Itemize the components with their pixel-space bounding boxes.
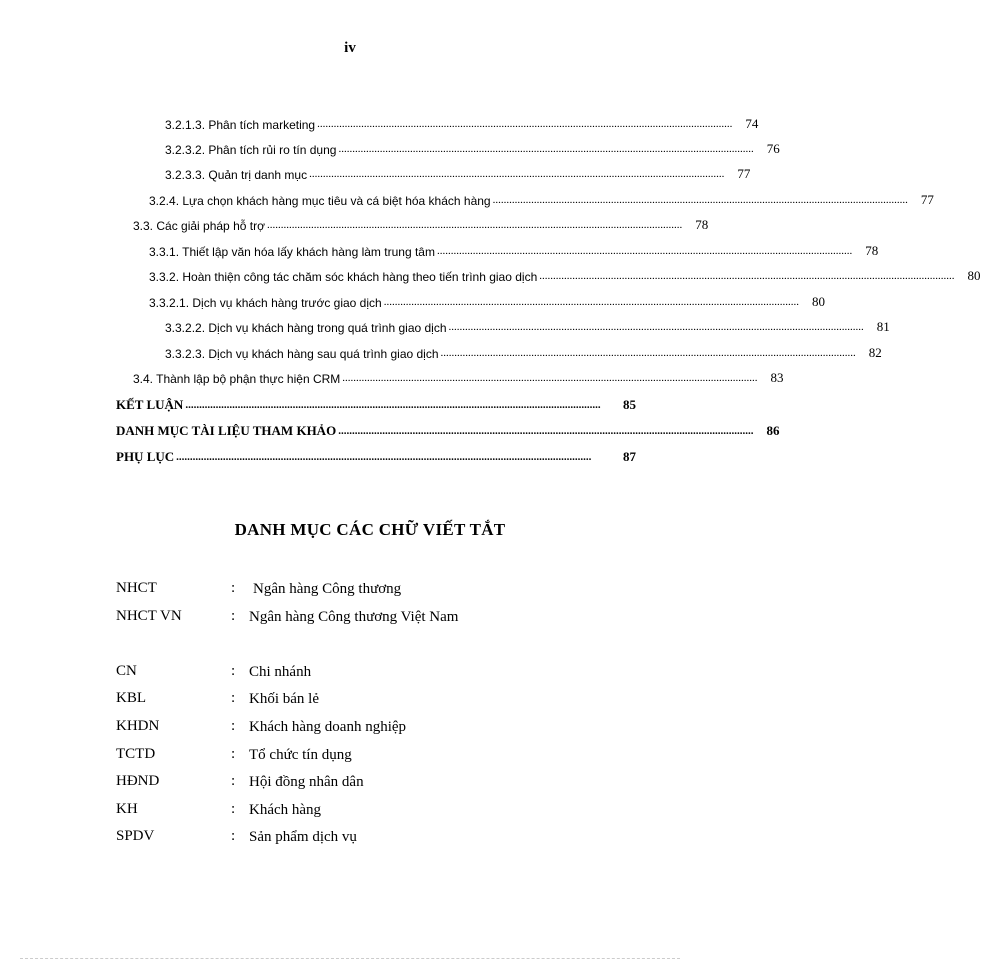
toc-entry-label: 3.3.1. Thiết lập văn hóa lấy khách hàng làm trung tâm [149, 245, 435, 259]
toc-leader-dots: ....................................................................................................................................................... [342, 372, 758, 384]
toc-leader-dots: ....................................................................................................................................................... [309, 168, 725, 180]
toc-entry-label: 3.3.2.3. Dịch vụ khách hàng sau quá trình giao dịch [165, 347, 439, 361]
toc-leader-dots: ....................................................................................................................................................... [338, 425, 754, 437]
abbreviation-colon: : [231, 773, 236, 789]
toc-leader-dots: ....................................................................................................................................................... [317, 118, 733, 130]
toc-entry[interactable] [165, 112, 759, 132]
page-bottom-divider [20, 958, 680, 959]
abbreviation-code: TCTD [116, 746, 156, 762]
toc-entry-page: 85 [623, 397, 636, 412]
toc-entry-page: 76 [766, 141, 780, 156]
abbreviation-code: NHCT VN [116, 608, 182, 624]
abbreviation-meaning: Khách hàng [249, 802, 322, 818]
abbreviation-meaning: Khách hàng doanh nghiệp [249, 719, 407, 735]
toc-leader-dots: ....................................................................................................................................................... [185, 399, 601, 411]
abbreviation-colon: : [231, 580, 236, 596]
toc-entry-page: 87 [623, 449, 636, 464]
abbreviation-colon: : [231, 828, 236, 844]
toc-entry-page: 78 [695, 217, 709, 232]
toc-entry[interactable] [116, 419, 780, 439]
toc-entry-page: 74 [745, 116, 759, 131]
toc-leader-dots: ....................................................................................................................................................... [176, 451, 592, 463]
toc-entry-label: 3.2.3.2. Phân tích rủi ro tín dụng [165, 143, 337, 157]
abbreviation-meaning: Chi nhánh [249, 664, 312, 680]
toc-entry[interactable] [116, 445, 636, 465]
toc-entry-page: 80 [811, 294, 825, 309]
abbreviation-meaning: Ngân hàng Công thương [253, 581, 402, 597]
abbreviation-meaning: Sản phẩm dịch vụ [249, 829, 357, 845]
toc-entry-label: 3.3. Các giải pháp hỗ trợ [133, 219, 265, 233]
toc-entry-page: 78 [865, 243, 879, 258]
toc-leader-dots: ....................................................................................................................................................... [436, 245, 853, 257]
toc-entry-label: KẾT LUẬN [116, 397, 184, 412]
abbreviation-colon: : [231, 801, 236, 817]
abbreviation-colon: : [231, 663, 236, 679]
toc-entry[interactable] [149, 188, 934, 208]
toc-entry-label: PHỤ LỤC [116, 449, 175, 464]
abbreviation-meaning: Hội đồng nhân dân [249, 774, 364, 790]
abbreviation-code: KBL [116, 690, 146, 706]
toc-entry-label: DANH MỤC TÀI LIỆU THAM KHẢO [116, 423, 337, 438]
toc-entry[interactable] [149, 290, 825, 310]
abbreviation-meaning: Ngân hàng Công thương Việt Nam [249, 609, 459, 625]
abbreviation-code: HĐND [116, 773, 160, 789]
toc-entry[interactable] [149, 239, 879, 259]
abbreviation-code: CN [116, 663, 137, 679]
toc-leader-dots: ....................................................................................................................................................... [266, 219, 683, 231]
toc-entry[interactable] [116, 393, 636, 413]
toc-entry[interactable] [165, 341, 882, 361]
toc-leader-dots: ....................................................................................................................................................... [539, 270, 955, 282]
toc-entry-page: 83 [770, 370, 784, 385]
toc-entry-label: 3.3.2.2. Dịch vụ khách hàng trong quá trình giao dịch [165, 321, 447, 335]
toc-entry-page: 82 [868, 345, 882, 360]
abbreviation-meaning: Khối bán lẻ [249, 691, 319, 707]
toc-entry-page: 77 [737, 166, 751, 181]
abbreviation-colon: : [231, 718, 236, 734]
abbreviation-code: KH [116, 801, 138, 817]
abbreviation-colon: : [231, 746, 236, 762]
toc-entry[interactable] [165, 162, 751, 182]
toc-entry[interactable] [149, 264, 981, 284]
abbreviation-meaning: Tổ chức tín dụng [249, 747, 352, 763]
abbreviation-colon: : [231, 690, 236, 706]
toc-entry[interactable] [133, 366, 784, 386]
toc-entry[interactable] [165, 315, 890, 335]
abbreviation-colon: : [231, 608, 236, 624]
toc-leader-dots: ....................................................................................................................................................... [448, 321, 864, 333]
abbreviation-code: NHCT [116, 580, 157, 596]
toc-entry-page: 77 [920, 192, 934, 207]
toc-entry-page: 81 [876, 319, 890, 334]
page-number: iv [344, 40, 356, 56]
toc-entry-label: 3.2.1.3. Phân tích marketing [165, 118, 316, 132]
toc-leader-dots: ....................................................................................................................................................... [492, 194, 908, 206]
toc-leader-dots: ....................................................................................................................................................... [383, 296, 799, 308]
toc-entry-label: 3.3.2.1. Dịch vụ khách hàng trước giao dịch [149, 296, 382, 310]
toc-leader-dots: ....................................................................................................................................................... [338, 143, 754, 155]
toc-entry-label: 3.3.2. Hoàn thiện công tác chăm sóc khách hàng theo tiến trình giao dịch [149, 270, 538, 284]
toc-entry[interactable] [165, 137, 780, 157]
toc-entry-page: 86 [766, 423, 780, 438]
toc-entry-page: 80 [967, 268, 981, 283]
toc-entry[interactable] [133, 213, 709, 233]
abbreviation-code: KHDN [116, 718, 160, 734]
toc-entry-label: 3.2.4. Lựa chọn khách hàng mục tiêu và cá biệt hóa khách hàng [149, 194, 491, 208]
abbreviation-code: SPDV [116, 828, 155, 844]
toc-entry-label: 3.2.3.3. Quản trị danh mục [165, 168, 308, 182]
abbreviations-title: DANH MỤC CÁC CHỮ VIẾT TẮT [234, 520, 506, 539]
toc-entry-label: 3.4. Thành lập bộ phận thực hiện CRM [133, 372, 341, 386]
toc-leader-dots: ....................................................................................................................................................... [440, 347, 856, 359]
